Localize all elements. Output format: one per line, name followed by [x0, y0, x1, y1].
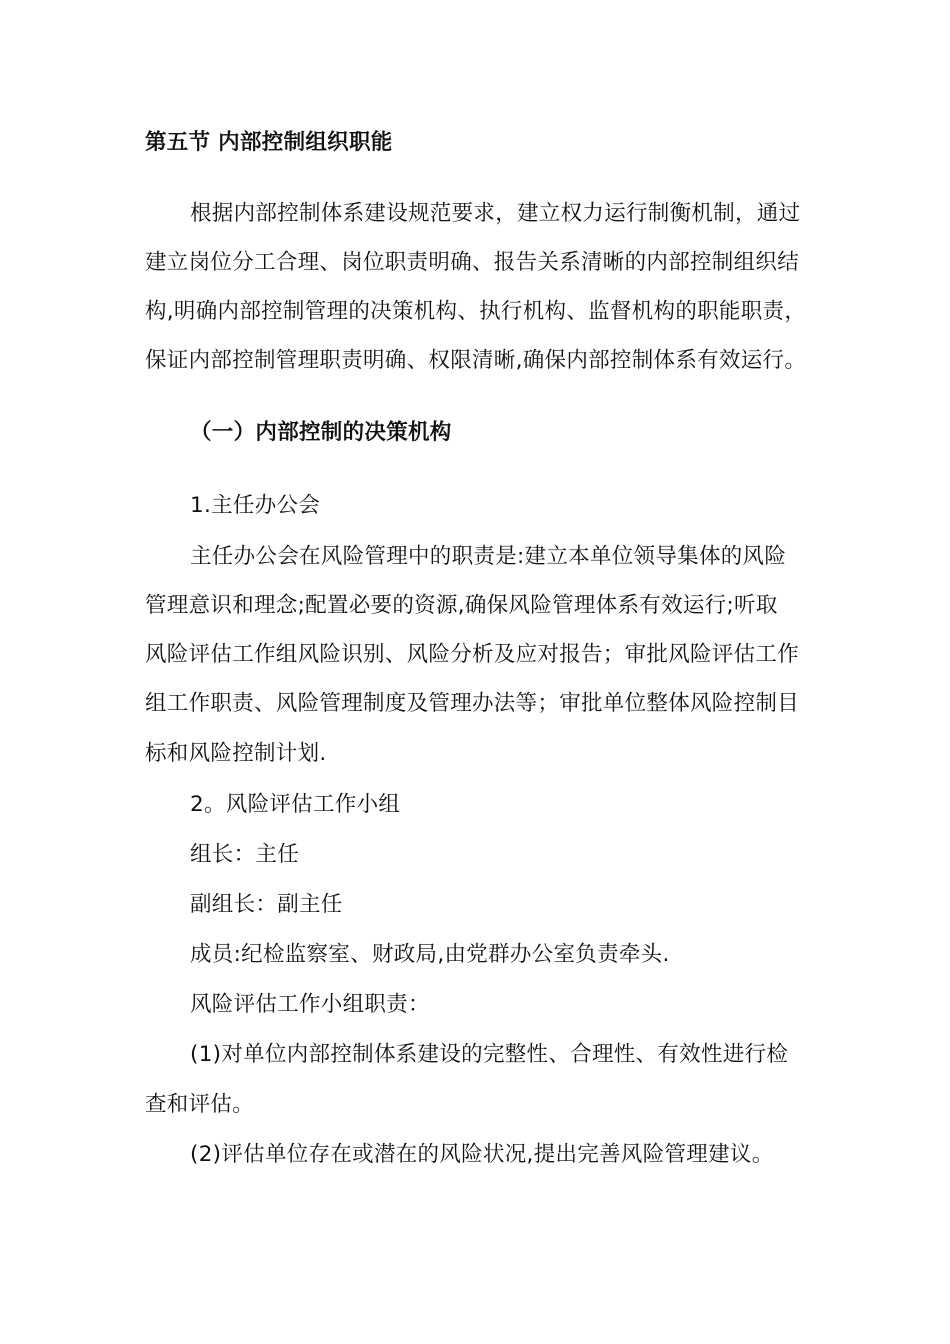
item1-body-line-1: 主任办公会在风险管理中的职责是:建立本单位领导集体的风险 — [190, 544, 787, 569]
duty-2: (2)评估单位存在或潜在的风险状况,提出完善风险管理建议。 — [190, 1142, 774, 1167]
team-members: 成员:纪检监察室、财政局,由党群办公室负责牵头. — [190, 942, 670, 967]
item2-title: 2。风险评估工作小组 — [190, 792, 401, 817]
item1-body-line-5: 标和风险控制计划. — [145, 741, 327, 766]
section-title: 第五节 内部控制组织职能 — [145, 130, 393, 155]
item1-body-line-4: 组工作职责、风险管理制度及管理办法等；审批单位整体风险控制目 — [145, 691, 800, 716]
intro-line-2: 建立岗位分工合理、岗位职责明确、报告关系清晰的内部控制组织结 — [145, 250, 800, 275]
intro-line-1: 根据内部控制体系建设规范要求，建立权力运行制衡机制，通过 — [190, 201, 801, 226]
deputy-leader: 副组长：副主任 — [190, 892, 343, 917]
subsection-heading: （一）内部控制的决策机构 — [190, 420, 452, 445]
intro-line-4: 保证内部控制管理职责明确、权限清晰,确保内部控制体系有效运行。 — [145, 348, 807, 373]
duty-1-line-2: 查和评估。 — [145, 1092, 255, 1117]
team-leader: 组长：主任 — [190, 842, 300, 867]
item1-body-line-3: 风险评估工作组风险识别、风险分析及应对报告；审批风险评估工作 — [145, 642, 800, 667]
intro-line-3: 构,明确内部控制管理的决策机构、执行机构、监督机构的职能职责， — [145, 299, 807, 324]
item1-title: 1.主任办公会 — [190, 493, 321, 518]
item1-body-line-2: 管理意识和理念;配置必要的资源,确保风险管理体系有效运行;听取 — [145, 593, 778, 618]
duty-1-line-1: (1)对单位内部控制体系建设的完整性、合理性、有效性进行检 — [190, 1042, 789, 1067]
duties-title: 风险评估工作小组职责： — [190, 992, 430, 1017]
